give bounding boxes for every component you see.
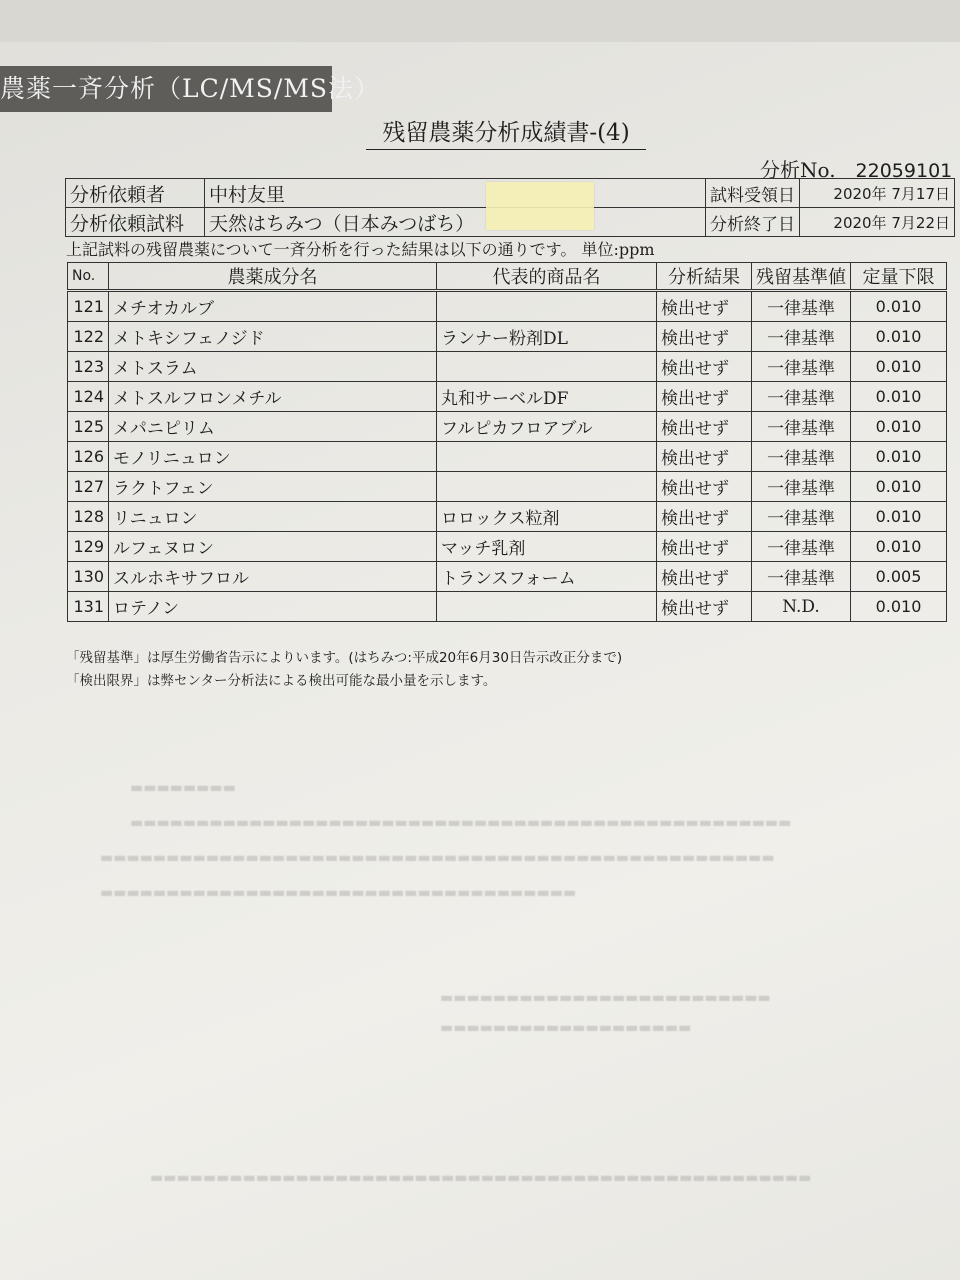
product-name — [437, 352, 657, 382]
sample-label: 分析依頼試料 — [66, 208, 205, 237]
pesticide-name: モノリニュロン — [109, 442, 437, 472]
quantitation-limit: 0.010 — [851, 382, 947, 412]
table-header-row — [68, 263, 947, 291]
method-banner: 農薬一斉分析（LC/MS/MS法） — [0, 66, 332, 112]
analysis-result: 検出せず — [657, 412, 752, 442]
pesticide-results-table — [67, 262, 947, 622]
table-row — [68, 322, 947, 352]
sample-value: 天然はちみつ（日本みつばち） — [205, 208, 706, 237]
finished-date-value: 2020年 7月22日 — [800, 208, 955, 237]
requester-value: 中村友里 — [205, 179, 706, 208]
residue-standard: 一律基準 — [752, 291, 851, 322]
analysis-number-label: 分析No. — [760, 158, 836, 182]
show-through-text: ▬▬▬▬▬▬▬▬▬▬▬▬▬▬▬▬▬▬▬ — [440, 1020, 692, 1036]
residue-standard: 一律基準 — [752, 532, 851, 562]
quantitation-limit: 0.010 — [851, 291, 947, 322]
quantitation-limit: 0.005 — [851, 562, 947, 592]
analysis-result: 検出せず — [657, 442, 752, 472]
show-through-text: ▬▬▬▬▬▬▬▬▬▬▬▬▬▬▬▬▬▬▬▬▬▬▬▬▬▬▬▬▬▬▬▬▬▬▬▬▬▬▬▬▬▬▬▬▬▬▬▬▬▬▬ — [100, 850, 775, 866]
pesticide-name: メトキシフェノジド — [109, 322, 437, 352]
table-row — [68, 442, 947, 472]
table-row — [68, 592, 947, 622]
show-through-text: ▬▬▬▬▬▬▬▬ — [130, 780, 236, 796]
analysis-number-value: 22059101 — [855, 160, 953, 182]
product-name — [437, 472, 657, 502]
product-name: フルピカフロアブル — [437, 412, 657, 442]
residue-standard: 一律基準 — [752, 442, 851, 472]
product-name: ランナー粉剤DL — [437, 322, 657, 352]
row-no: 131 — [68, 592, 109, 622]
show-through-text: ▬▬▬▬▬▬▬▬▬▬▬▬▬▬▬▬▬▬▬▬▬▬▬▬▬▬▬▬▬▬▬▬▬▬▬▬ — [100, 885, 577, 901]
residue-standard: 一律基準 — [752, 322, 851, 352]
header-no: No. — [68, 263, 109, 291]
table-row — [68, 291, 947, 322]
pesticide-name: メチオカルブ — [109, 291, 437, 322]
quantitation-limit: 0.010 — [851, 502, 947, 532]
residue-standard: 一律基準 — [752, 412, 851, 442]
product-name: 丸和サーベルDF — [437, 382, 657, 412]
product-name: マッチ乳剤 — [437, 532, 657, 562]
analysis-result: 検出せず — [657, 562, 752, 592]
show-through-text: ▬▬▬▬▬▬▬▬▬▬▬▬▬▬▬▬▬▬▬▬▬▬▬▬▬▬▬▬▬▬▬▬▬▬▬▬▬▬▬▬▬▬▬▬▬▬▬▬▬▬ — [150, 1170, 812, 1186]
product-name — [437, 442, 657, 472]
table-row — [68, 502, 947, 532]
page-top-edge — [0, 0, 960, 42]
pesticide-name: リニュロン — [109, 502, 437, 532]
analysis-result: 検出せず — [657, 352, 752, 382]
pesticide-name: メトスルフロンメチル — [109, 382, 437, 412]
row-no: 124 — [68, 382, 109, 412]
show-through-text: ▬▬▬▬▬▬▬▬▬▬▬▬▬▬▬▬▬▬▬▬▬▬▬▬▬ — [440, 990, 771, 1006]
table-row — [68, 472, 947, 502]
row-no: 126 — [68, 442, 109, 472]
quantitation-limit: 0.010 — [851, 322, 947, 352]
analysis-result: 検出せず — [657, 322, 752, 352]
quantitation-limit: 0.010 — [851, 412, 947, 442]
quantitation-limit: 0.010 — [851, 472, 947, 502]
row-no: 122 — [68, 322, 109, 352]
row-no: 130 — [68, 562, 109, 592]
quantitation-limit: 0.010 — [851, 352, 947, 382]
analysis-result: 検出せず — [657, 382, 752, 412]
pesticide-name: ルフェヌロン — [109, 532, 437, 562]
analysis-result: 検出せず — [657, 472, 752, 502]
received-date-label: 試料受領日 — [706, 179, 800, 208]
document-title: 残留農薬分析成績書-(4) — [366, 114, 646, 150]
received-date-value: 2020年 7月17日 — [800, 179, 955, 208]
analysis-result: 検出せず — [657, 532, 752, 562]
residue-standard: 一律基準 — [752, 562, 851, 592]
row-no: 125 — [68, 412, 109, 442]
product-name: トランスフォーム — [437, 562, 657, 592]
product-name — [437, 291, 657, 322]
pesticide-name: メパニピリム — [109, 412, 437, 442]
pesticide-name: ロテノン — [109, 592, 437, 622]
row-no: 121 — [68, 291, 109, 322]
header-product-name: 代表的商品名 — [437, 263, 657, 291]
residue-standard: 一律基準 — [752, 472, 851, 502]
product-name — [437, 592, 657, 622]
quantitation-limit: 0.010 — [851, 442, 947, 472]
header-pesticide-name: 農薬成分名 — [109, 263, 437, 291]
analysis-result: 検出せず — [657, 502, 752, 532]
analysis-result: 検出せず — [657, 291, 752, 322]
header-standard: 残留基準値 — [752, 263, 851, 291]
show-through-text: ▬▬▬▬▬▬▬▬▬▬▬▬▬▬▬▬▬▬▬▬▬▬▬▬▬▬▬▬▬▬▬▬▬▬▬▬▬▬▬▬▬▬▬▬▬▬▬▬▬▬ — [130, 815, 792, 831]
row-no: 129 — [68, 532, 109, 562]
residue-standard: 一律基準 — [752, 382, 851, 412]
residue-standard: 一律基準 — [752, 352, 851, 382]
residue-standard: 一律基準 — [752, 502, 851, 532]
pesticide-name: ラクトフェン — [109, 472, 437, 502]
header-result: 分析結果 — [657, 263, 752, 291]
pesticide-name: メトスラム — [109, 352, 437, 382]
sticky-note — [486, 182, 594, 230]
table-row — [68, 562, 947, 592]
table-row — [68, 382, 947, 412]
analysis-result: 検出せず — [657, 592, 752, 622]
table-row — [68, 352, 947, 382]
header-limit: 定量下限 — [851, 263, 947, 291]
table-row — [68, 412, 947, 442]
footnote-detection: 「検出限界」は弊センター分析法による検出可能な最小量を示します。 — [66, 673, 497, 689]
product-name: ロロックス粒剤 — [437, 502, 657, 532]
finished-date-label: 分析終了日 — [706, 208, 800, 237]
row-no: 127 — [68, 472, 109, 502]
quantitation-limit: 0.010 — [851, 592, 947, 622]
results-note: 上記試料の残留農薬について一斉分析を行った結果は以下の通りです。 単位:ppm — [66, 240, 655, 259]
table-row — [68, 532, 947, 562]
quantitation-limit: 0.010 — [851, 532, 947, 562]
requester-label: 分析依頼者 — [66, 179, 205, 208]
row-no: 128 — [68, 502, 109, 532]
residue-standard: N.D. — [752, 592, 851, 622]
footnote-standard: 「残留基準」は厚生労働省告示によりいます。(はちみつ:平成20年6月30日告示改正分まで) — [66, 650, 623, 666]
pesticide-name: スルホキサフロル — [109, 562, 437, 592]
row-no: 123 — [68, 352, 109, 382]
